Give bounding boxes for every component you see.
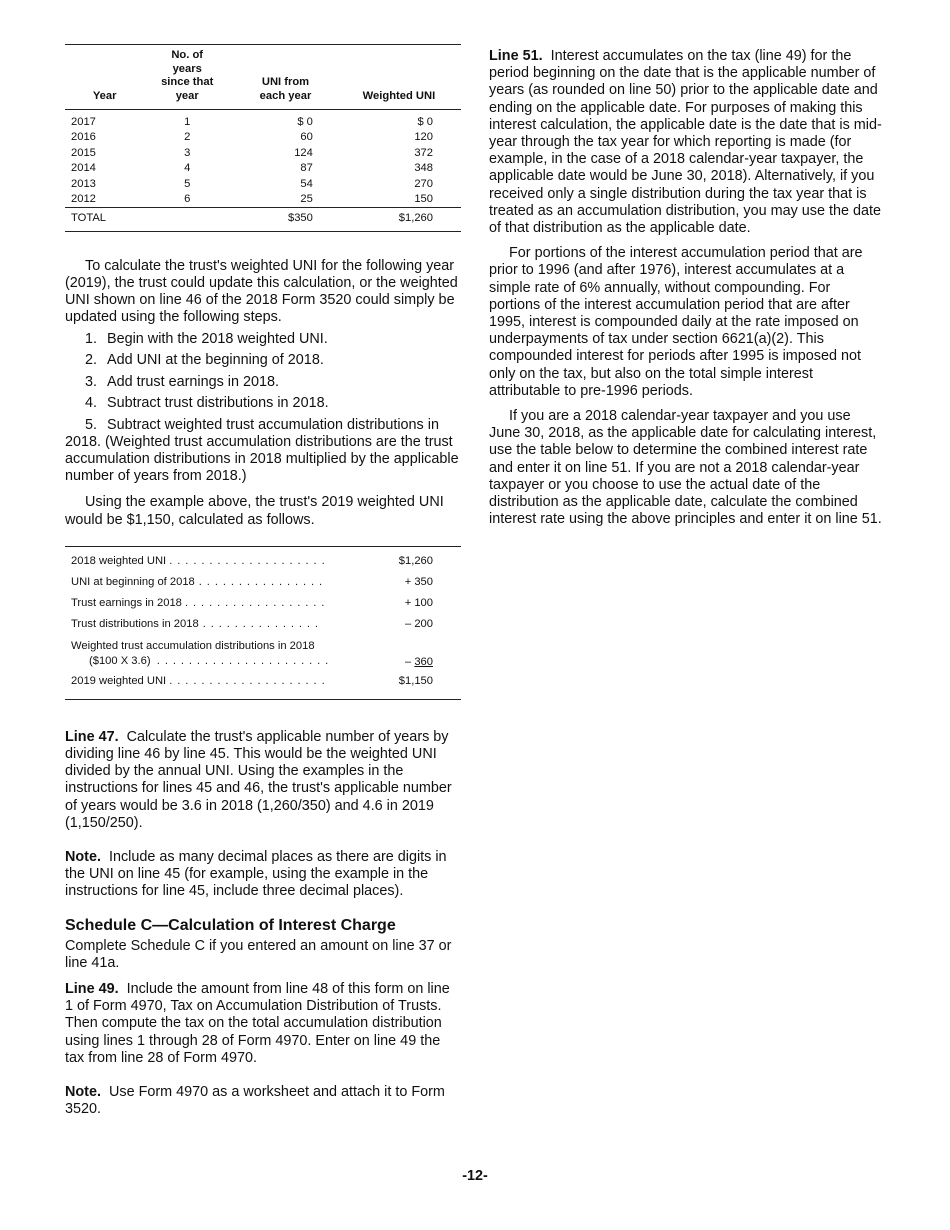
table-total-row bbox=[65, 208, 461, 231]
paragraph-calendar-year: If you are a 2018 calendar-year taxpayer and you use June 30, 2018, as the applicable date for calculating interest, use the table below to determine the combined interest rate and enter it on line 51. If you are not a 2018 calendar-year taxpayer or you choose to use the actual date of the distribution as the applicable date, calculate the combined interest rate using the above principles and enter it on line 51. bbox=[489, 408, 882, 528]
cell-years-since: 2 bbox=[184, 131, 191, 144]
uni-table-header bbox=[65, 45, 461, 110]
cell-year: 2017 bbox=[71, 116, 96, 128]
table-row bbox=[65, 192, 461, 208]
line-51-paragraph: Line 51. Interest accumulates on the tax (line 49) for the period beginning on the date that is the applicable number of years (as rounded on line 50) prior to the applicable date and ending on the applicable date. For purposes of making this interest calculation, the applicable date is the date that is mid-year through the tax year for which reporting is made (for example, in the case of a 2018 calendar-year taxpayer, the applicable date would be June 30, 2018). Alternatively, if you received only a single distribution during the tax year that is treated as an accumulation distribution, you may use the date of that distribution as the applicable date. bbox=[489, 48, 882, 237]
header-year: Year bbox=[92, 89, 117, 102]
worksheet-row: Trust distributions in 2018 . . . . . . . . . . . . . . . – 200 bbox=[71, 618, 433, 631]
note-decimal-places: Note. Include as many decimal places as there are digits in the UNI on line 45 (for example, using the example in the instructions for line 45, include three decimal places). bbox=[65, 849, 447, 900]
cell-years-since: 6 bbox=[184, 193, 191, 206]
cell-year: 2015 bbox=[71, 146, 96, 159]
cell-year: 2014 bbox=[71, 162, 96, 175]
cell-years-since: 3 bbox=[184, 146, 191, 159]
list-item: 1. Begin with the 2018 weighted UNI. bbox=[85, 330, 328, 347]
cell-weighted: 372 bbox=[414, 146, 433, 159]
cell-uni: $ 0 bbox=[297, 116, 313, 128]
cell-years-since: 5 bbox=[184, 177, 191, 190]
cell-weighted: 120 bbox=[414, 131, 433, 144]
worksheet-row: Trust earnings in 2018 . . . . . . . . . . . . . . . . . . + 100 bbox=[71, 597, 433, 610]
worksheet-row: 2019 weighted UNI . . . . . . . . . . . . . . . . . . . . $1,150 bbox=[71, 674, 433, 687]
table-row bbox=[65, 161, 461, 176]
paragraph-example: Using the example above, the trust's 2019 weighted UNI would be $1,150, calculated as follows. bbox=[65, 494, 444, 528]
cell-years-since: 1 bbox=[184, 116, 191, 128]
cell-uni: 124 bbox=[294, 146, 313, 159]
cell-year: 2012 bbox=[71, 193, 96, 206]
total-uni: $350 bbox=[234, 208, 337, 231]
cell-weighted: 348 bbox=[414, 162, 433, 175]
worksheet bbox=[65, 546, 461, 700]
table-row bbox=[65, 146, 461, 161]
header-years-since-l2: years bbox=[172, 62, 202, 75]
right-column bbox=[489, 48, 885, 528]
cell-uni: 54 bbox=[300, 177, 313, 190]
header-years-since-l3: since that bbox=[161, 76, 214, 88]
header-uni bbox=[234, 45, 337, 110]
cell-uni: 60 bbox=[300, 131, 313, 144]
table-row bbox=[65, 177, 461, 192]
list-item: 3. Add trust earnings in 2018. bbox=[85, 373, 279, 390]
table-row bbox=[65, 110, 461, 131]
total-weighted: $1,260 bbox=[337, 208, 461, 231]
header-weighted: Weighted UNI bbox=[362, 89, 436, 102]
worksheet-row: UNI at beginning of 2018 . . . . . . . . . . . . . . . . + 350 bbox=[71, 576, 433, 589]
cell-weighted: $ 0 bbox=[417, 116, 433, 128]
note-form-4970: Note. Use Form 4970 as a worksheet and attach it to Form 3520. bbox=[65, 1084, 445, 1118]
table-row bbox=[65, 130, 461, 145]
worksheet-row: Weighted trust accumulation distributions in 2018 ($100 X 3.6) . . . . . . . . . . . . . . . . . . . . . . – 360 bbox=[71, 639, 433, 668]
list-item: 2. Add UNI at the beginning of 2018. bbox=[85, 352, 324, 369]
header-uni-l2: each year bbox=[259, 89, 312, 102]
line-49-paragraph: Line 49. Include the amount from line 48 of this form on line 1 of Form 4970, Tax on Accumulation Distribution of Trusts. Then compute the tax on the total accumulation distribution using lines 1 through 28 of Form 4970. Enter on line 49 the tax from line 28 of Form 4970. bbox=[65, 981, 450, 1066]
header-uni-l1: UNI from bbox=[261, 76, 310, 88]
paragraph-update-steps: To calculate the trust's weighted UNI for the following year (2019), the trust could update this calculation, or the weighted UNI shown on line 46 of the 2018 Form 3520 could simply be updated using the following steps. bbox=[65, 257, 458, 326]
total-label: TOTAL bbox=[65, 208, 140, 231]
header-years-since-l1: No. of bbox=[171, 49, 204, 61]
page-number: -12- bbox=[462, 1168, 488, 1184]
schedule-c-heading: Schedule C—Calculation of Interest Charge bbox=[65, 916, 396, 934]
schedule-c-paragraph: Complete Schedule C if you entered an amount on line 37 or line 41a. bbox=[65, 937, 452, 971]
cell-uni: 87 bbox=[300, 162, 313, 175]
cell-weighted: 270 bbox=[414, 177, 433, 190]
header-years-since-l4: year bbox=[175, 89, 199, 102]
paragraph-interest-period: For portions of the interest accumulation period that are prior to 1996 (and after 1976), interest accumulates at a simple rate of 6% annually, without compounding. For portions of the interest accumulation period that are after 1995, interest is compounded daily at the rate imposed on underpayments of tax under section 6621(a)(2). This compounded interest for periods after 1995 is imposed not only on the tax, but also on the total simple interest attributable to pre-1996 periods. bbox=[489, 245, 863, 399]
cell-uni: 25 bbox=[300, 193, 313, 206]
cell-year: 2013 bbox=[71, 177, 96, 190]
list-item: 4. Subtract trust distributions in 2018. bbox=[85, 395, 329, 412]
header-years-since bbox=[140, 45, 234, 110]
cell-weighted: 150 bbox=[414, 193, 433, 206]
cell-years-since: 4 bbox=[184, 162, 191, 175]
line-47-paragraph: Line 47. Calculate the trust's applicable number of years by dividing line 46 by line 45. This would be the weighted UNI divided by the annual UNI. Using the examples in the instructions for lines 45 and 46, the trust's applicable number of years would be 3.6 in 2018 (1,260/350) and 4.6 in 2019 (1,150/250). bbox=[65, 728, 452, 831]
uni-table bbox=[65, 44, 461, 232]
steps-list bbox=[65, 331, 461, 486]
left-column bbox=[65, 44, 461, 1118]
list-item: 5. Subtract weighted trust accumulation distributions in 2018. (Weighted trust accumulation distributions are the trust accumulation distributions in 2018 multiplied by the applicable number of years from 2018.) bbox=[65, 416, 459, 485]
worksheet-row: 2018 weighted UNI . . . . . . . . . . . . . . . . . . . . $1,260 bbox=[71, 554, 433, 567]
cell-year: 2016 bbox=[71, 131, 96, 144]
